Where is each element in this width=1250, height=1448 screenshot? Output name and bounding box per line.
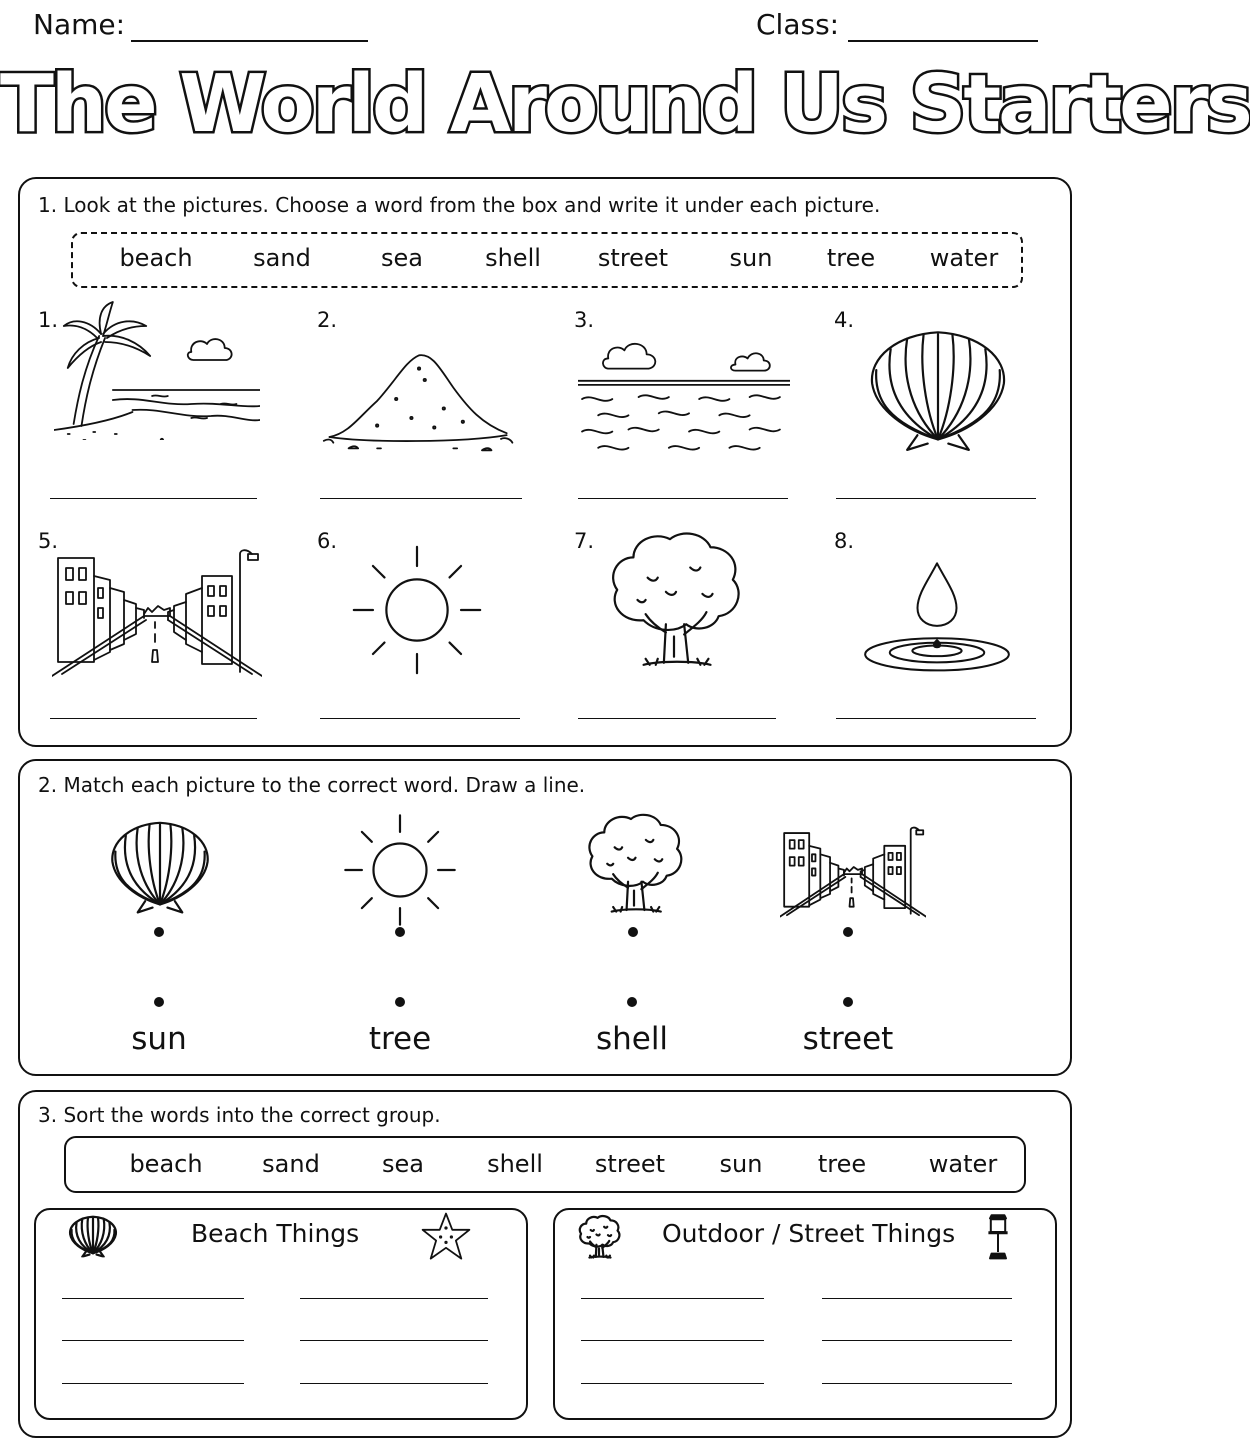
match-word: street [802, 1021, 894, 1057]
word-bank-1-word: beach [119, 244, 193, 272]
tree-icon [603, 527, 745, 679]
picture-number: 1. [38, 308, 59, 332]
word-bank-3-word: beach [129, 1150, 203, 1178]
sort-answer-line[interactable] [300, 1383, 488, 1384]
picture-match-dot[interactable] [843, 927, 853, 937]
picture-number: 3. [574, 308, 595, 332]
answer-line[interactable] [50, 718, 257, 719]
picture-number: 7. [574, 529, 595, 553]
word-match-dot[interactable] [154, 997, 164, 1007]
word-bank-1-word: shell [485, 244, 541, 272]
page-title: The World Around Us Starters [0, 58, 1250, 150]
sort-answer-line[interactable] [300, 1298, 488, 1299]
sort-answer-line[interactable] [822, 1340, 1012, 1341]
sort-answer-line[interactable] [62, 1340, 244, 1341]
shell-icon [866, 326, 1010, 452]
word-bank-3-word: shell [487, 1150, 543, 1178]
section-3-instruction: 3. Sort the words into the correct group. [38, 1103, 441, 1127]
word-bank-1 [71, 232, 1023, 288]
word-bank-1-word: water [929, 244, 999, 272]
match-sun-icon [342, 812, 458, 928]
tree-icon [576, 1214, 622, 1262]
match-street-icon [780, 826, 926, 918]
starfish-icon [419, 1210, 473, 1264]
match-word: sun [131, 1021, 187, 1057]
word-bank-1-word: sand [253, 244, 311, 272]
word-bank-3-word: tree [817, 1150, 867, 1178]
word-bank-1-word: sea [381, 244, 423, 272]
answer-line[interactable] [836, 498, 1036, 499]
sort-answer-line[interactable] [62, 1298, 244, 1299]
word-bank-1-word: tree [826, 244, 876, 272]
word-bank-3-word: street [594, 1150, 666, 1178]
match-shell-icon [108, 818, 212, 914]
word-bank-3 [64, 1136, 1026, 1193]
shell-icon [68, 1214, 118, 1258]
word-bank-1-word: street [597, 244, 669, 272]
sort-answer-line[interactable] [822, 1383, 1012, 1384]
sand-pile-icon [320, 342, 520, 456]
sort-answer-line[interactable] [581, 1298, 764, 1299]
word-match-dot[interactable] [843, 997, 853, 1007]
class-label: Class: [756, 8, 840, 41]
class-field[interactable] [848, 40, 1038, 42]
answer-line[interactable] [836, 718, 1036, 719]
sea-icon [578, 328, 790, 460]
sort-answer-line[interactable] [822, 1298, 1012, 1299]
picture-match-dot[interactable] [628, 927, 638, 937]
picture-number: 4. [834, 308, 855, 332]
word-bank-1-word: sun [729, 244, 773, 272]
street-icon [52, 548, 262, 678]
word-bank-3-word: water [928, 1150, 998, 1178]
section-1-instruction: 1. Look at the pictures. Choose a word from the box and write it under each picture. [38, 193, 881, 217]
name-field[interactable] [131, 40, 368, 42]
street-lamp-icon [982, 1210, 1014, 1262]
match-word: tree [368, 1021, 432, 1057]
word-bank-3-word: sand [262, 1150, 320, 1178]
sort-answer-line[interactable] [581, 1383, 764, 1384]
water-drop-icon [860, 558, 1014, 674]
sun-icon [350, 543, 484, 677]
sort-answer-line[interactable] [62, 1383, 244, 1384]
sort-answer-line[interactable] [300, 1340, 488, 1341]
sort-answer-line[interactable] [581, 1340, 764, 1341]
name-label: Name: [33, 8, 126, 41]
answer-line[interactable] [50, 498, 257, 499]
picture-number: 8. [834, 529, 855, 553]
section-2-instruction: 2. Match each picture to the correct word. Draw a line. [38, 773, 586, 797]
answer-line[interactable] [578, 718, 776, 719]
match-tree-icon [582, 810, 686, 922]
match-word: shell [595, 1021, 669, 1057]
answer-line[interactable] [320, 498, 522, 499]
word-match-dot[interactable] [395, 997, 405, 1007]
picture-number: 5. [38, 529, 59, 553]
group-title-outdoor: Outdoor / Street Things [662, 1219, 956, 1248]
picture-number: 6. [317, 529, 338, 553]
picture-match-dot[interactable] [154, 927, 164, 937]
word-bank-3-word: sea [382, 1150, 424, 1178]
picture-match-dot[interactable] [395, 927, 405, 937]
beach-icon [54, 300, 260, 440]
word-bank-3-word: sun [719, 1150, 763, 1178]
picture-number: 2. [317, 308, 338, 332]
answer-line[interactable] [320, 718, 520, 719]
answer-line[interactable] [578, 498, 788, 499]
group-title-beach: Beach Things [191, 1219, 360, 1248]
word-match-dot[interactable] [627, 997, 637, 1007]
